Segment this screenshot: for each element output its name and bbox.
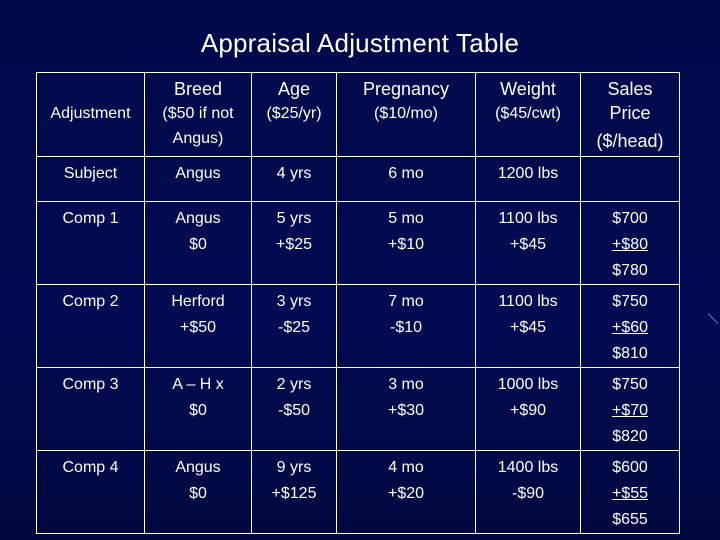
subject-row: [37, 157, 680, 202]
comp-price: $750 +$60 $810: [581, 285, 680, 368]
comp-age: 5 yrs +$25: [252, 202, 337, 285]
pregnancy-rate: ($10/mo): [373, 105, 439, 122]
subject-weight: 1200 lbs: [476, 157, 581, 202]
comp-weight: 1100 lbs +$45: [476, 285, 581, 368]
comp-label: Comp 4: [37, 451, 145, 534]
comp-weight: 1000 lbs +$90: [476, 368, 581, 451]
subject-label: Subject: [37, 157, 145, 202]
slide-title: Appraisal Adjustment Table: [200, 28, 520, 58]
table-row: [37, 202, 680, 285]
table-row: [37, 285, 680, 368]
comp-price: $750 +$70 $820: [581, 368, 680, 451]
comp-weight: 1400 lbs -$90: [476, 451, 581, 534]
age-rate: ($25/yr): [266, 105, 322, 122]
subject-pregnancy: 6 mo: [337, 157, 476, 202]
comp-weight: 1100 lbs +$45: [476, 202, 581, 285]
comp-age: 9 yrs +$125: [252, 451, 337, 534]
comp-breed: A – H x $0: [145, 368, 252, 451]
comp-breed: Herford +$50: [145, 285, 252, 368]
subject-breed: Angus: [145, 157, 252, 202]
header-sales-price: [581, 73, 680, 157]
header-pregnancy: [337, 73, 476, 157]
comp-price: $600 +$55 $655: [581, 451, 680, 534]
breed-label: Breed: [173, 79, 223, 99]
adjustment-label: Adjustment: [50, 105, 131, 122]
comp-label: Comp 2: [37, 285, 145, 368]
table-row: [37, 451, 680, 534]
weight-label: Weight: [500, 79, 556, 99]
header-breed: [145, 73, 252, 157]
subject-age: 4 yrs: [252, 157, 337, 202]
comp-breed: Angus $0: [145, 202, 252, 285]
comp-price: $700 +$80 $780: [581, 202, 680, 285]
comp-age: 2 yrs -$50: [252, 368, 337, 451]
weight-rate: ($45/cwt): [495, 105, 561, 122]
header-weight: [476, 73, 581, 157]
comp-pregnancy: 7 mo -$10: [337, 285, 476, 368]
header-age: [252, 73, 337, 157]
subject-price: [581, 157, 680, 202]
header-row: [37, 73, 680, 157]
age-label: Age: [277, 79, 311, 99]
sales-label: Sales: [607, 79, 653, 99]
comp-pregnancy: 3 mo +$30: [337, 368, 476, 451]
comp-pregnancy: 5 mo +$10: [337, 202, 476, 285]
comp-age: 3 yrs -$25: [252, 285, 337, 368]
breed-rate-line1: ($50 if not: [162, 105, 234, 122]
comp-label: Comp 3: [37, 368, 145, 451]
price-label: Price: [609, 103, 651, 123]
comp-pregnancy: 4 mo +$20: [337, 451, 476, 534]
pregnancy-label: Pregnancy: [362, 79, 450, 99]
comp-breed: Angus $0: [145, 451, 252, 534]
appraisal-table: [36, 72, 680, 534]
per-head-label: ($/head): [596, 131, 664, 151]
comp-label: Comp 1: [37, 202, 145, 285]
table-row: [37, 368, 680, 451]
decorative-line: [708, 313, 719, 324]
header-adjustment: [37, 73, 145, 157]
breed-rate-line2: Angus): [172, 130, 224, 147]
